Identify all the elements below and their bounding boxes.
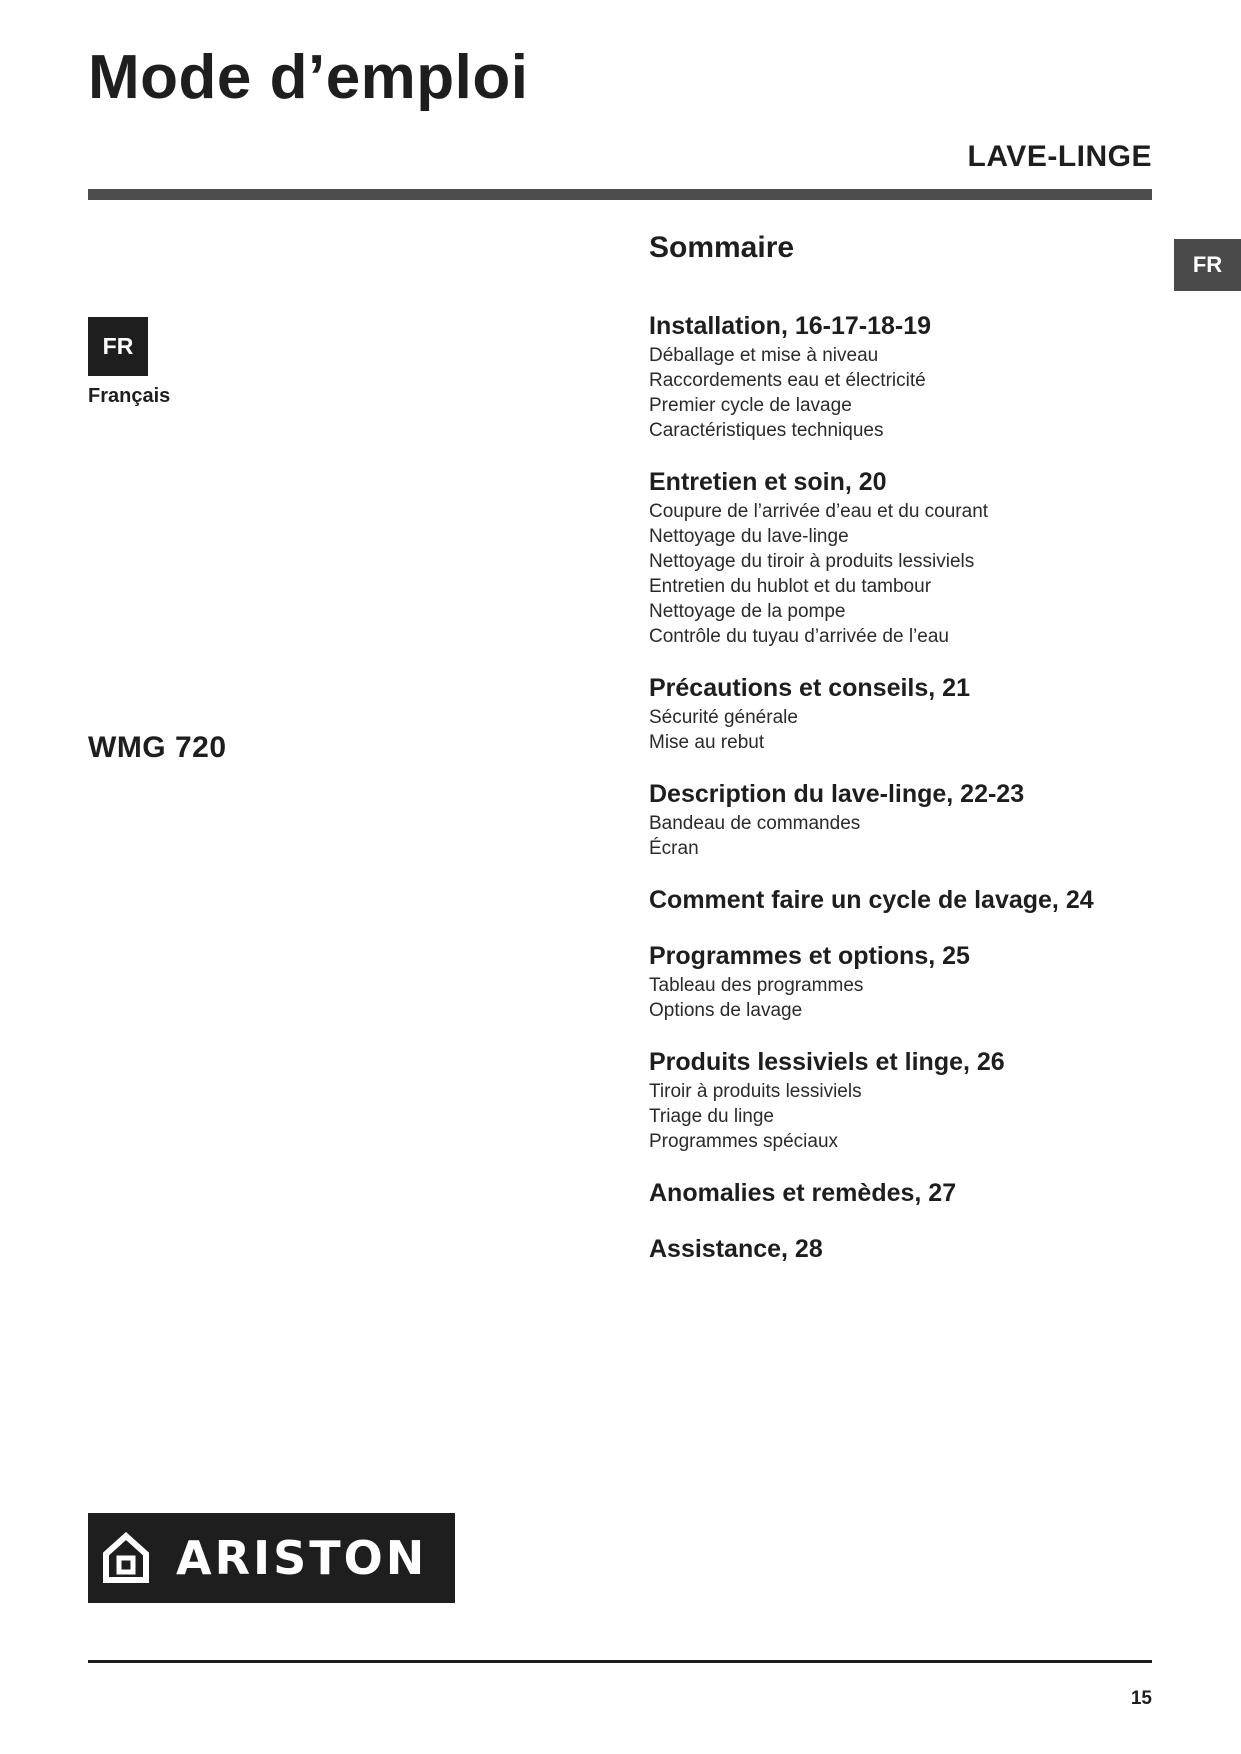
toc-section-title: Entretien et soin, 20 bbox=[649, 468, 887, 496]
toc-section-title: Programmes et options, 25 bbox=[649, 942, 970, 970]
model-name: WMG 720 bbox=[88, 731, 227, 764]
page-number: 15 bbox=[1130, 1688, 1152, 1709]
language-name: Français bbox=[88, 385, 171, 407]
toc-section bbox=[649, 1045, 1169, 1154]
toc-subitem: Mise au rebut bbox=[649, 732, 765, 753]
toc-subitem: Tiroir à produits lessiviels bbox=[649, 1081, 862, 1102]
footer-divider bbox=[88, 1660, 1152, 1663]
toc-subitem: Premier cycle de lavage bbox=[649, 395, 852, 416]
toc-subitem: Raccordements eau et électricité bbox=[649, 370, 926, 391]
toc-subitem: Écran bbox=[649, 838, 699, 859]
language-side-tab: FR bbox=[1174, 239, 1241, 291]
toc-section bbox=[649, 465, 1169, 649]
toc-subitem: Bandeau de commandes bbox=[649, 813, 861, 834]
toc-section bbox=[649, 671, 1169, 755]
brand-logo bbox=[88, 1513, 455, 1603]
page-title: Mode d’emploi bbox=[88, 43, 529, 112]
toc-subitem: Options de lavage bbox=[649, 1000, 803, 1021]
toc-section bbox=[649, 939, 1169, 1023]
toc-subitem: Programmes spéciaux bbox=[649, 1131, 839, 1152]
toc-section-title: Anomalies et remèdes, 27 bbox=[649, 1179, 957, 1207]
toc-subitem: Nettoyage du lave-linge bbox=[649, 526, 849, 547]
toc-title: Sommaire bbox=[649, 231, 795, 264]
toc-section-title: Installation, 16-17-18-19 bbox=[649, 312, 932, 340]
toc-section-title: Description du lave-linge, 22-23 bbox=[649, 780, 1025, 808]
toc-subitem: Contrôle du tuyau d’arrivée de l’eau bbox=[649, 626, 949, 647]
toc-subitem: Déballage et mise à niveau bbox=[649, 345, 879, 366]
table-of-contents bbox=[649, 309, 1169, 1288]
toc-subitem: Sécurité générale bbox=[649, 707, 798, 728]
toc-section-title: Comment faire un cycle de lavage, 24 bbox=[649, 886, 1094, 914]
toc-subitem: Caractéristiques techniques bbox=[649, 420, 884, 441]
language-badge: FR bbox=[88, 317, 148, 376]
toc-section bbox=[649, 1176, 1169, 1210]
toc-subitem: Coupure de l’arrivée d’eau et du courant bbox=[649, 501, 989, 522]
toc-subitem: Entretien du hublot et du tambour bbox=[649, 576, 932, 597]
toc-section bbox=[649, 777, 1169, 861]
product-category: LAVE-LINGE bbox=[967, 140, 1152, 173]
toc-section bbox=[649, 883, 1169, 917]
toc-subitem: Triage du linge bbox=[649, 1106, 774, 1127]
toc-subitem: Nettoyage du tiroir à produits lessiviels bbox=[649, 551, 975, 572]
header-divider bbox=[88, 189, 1152, 200]
toc-section-title: Produits lessiviels et linge, 26 bbox=[649, 1048, 1005, 1076]
toc-section-title: Assistance, 28 bbox=[649, 1235, 823, 1263]
house-icon bbox=[102, 1532, 150, 1584]
toc-section-title: Précautions et conseils, 21 bbox=[649, 674, 970, 702]
brand-name: ARISTON bbox=[176, 1531, 428, 1585]
toc-section bbox=[649, 309, 1169, 443]
toc-section bbox=[649, 1232, 1169, 1266]
toc-subitem: Tableau des programmes bbox=[649, 975, 864, 996]
toc-subitem: Nettoyage de la pompe bbox=[649, 601, 846, 622]
